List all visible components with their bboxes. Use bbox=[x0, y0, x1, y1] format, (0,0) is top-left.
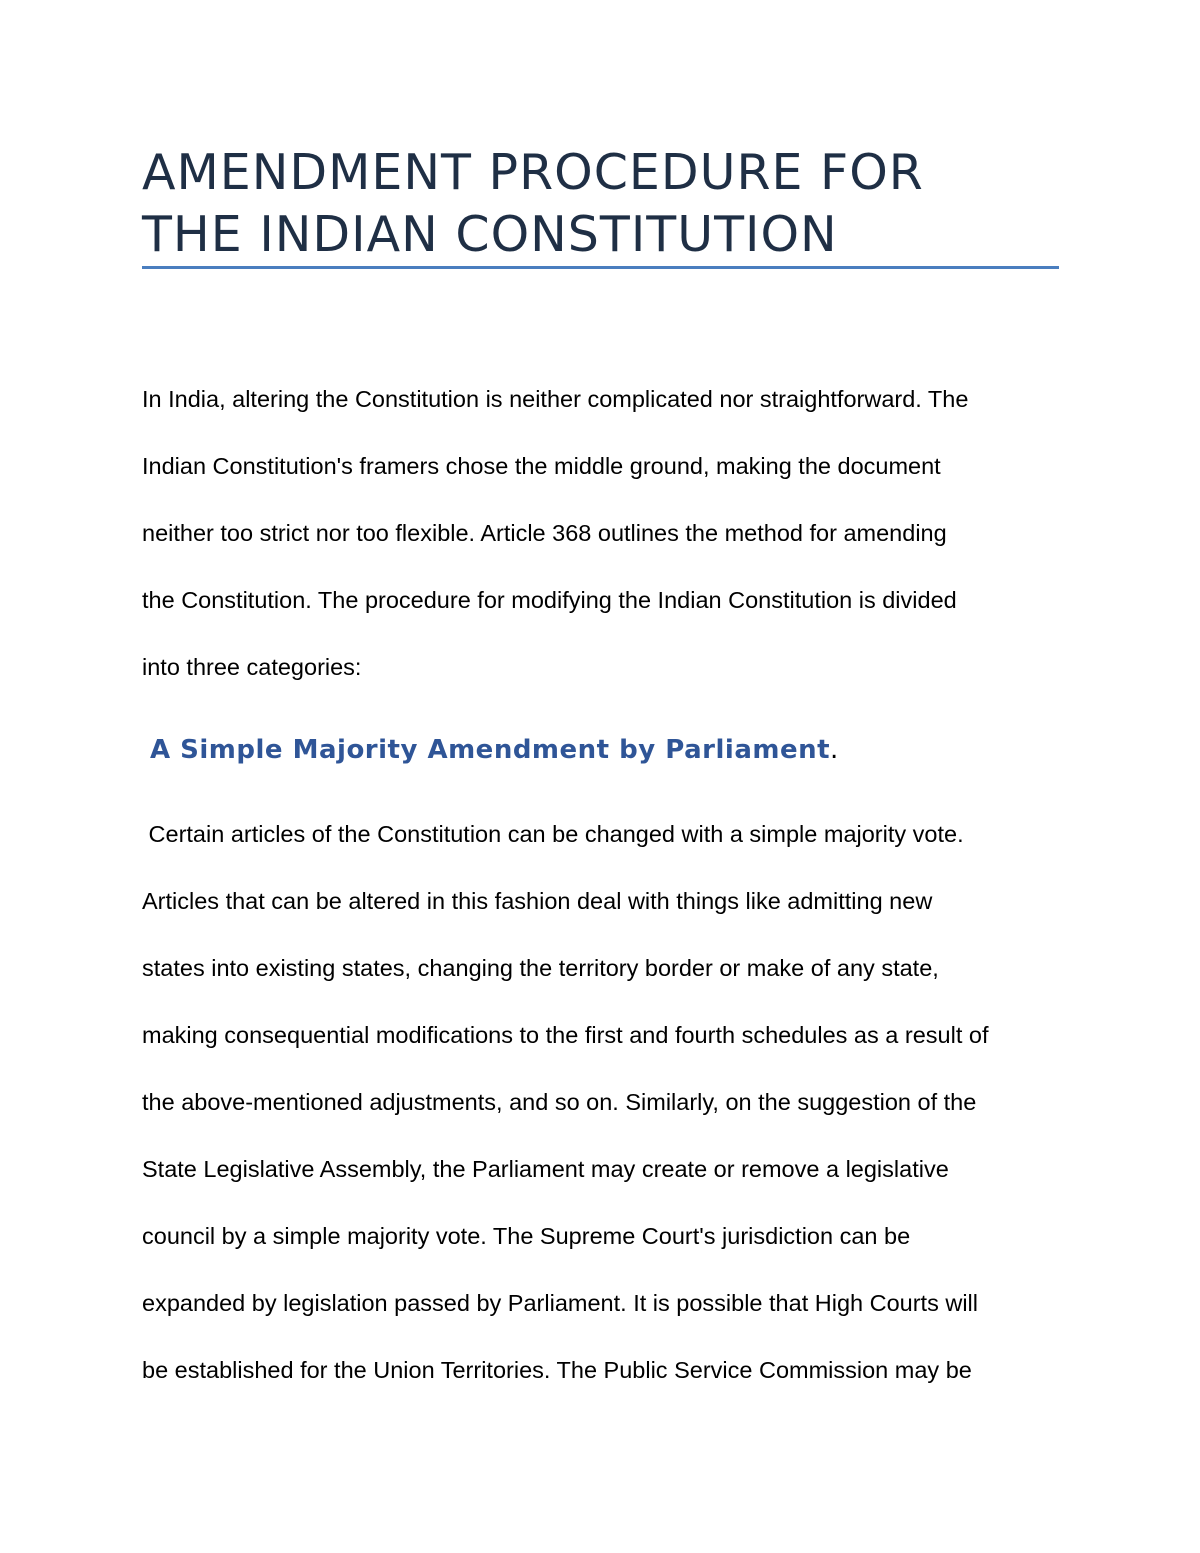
title-line-2: THE INDIAN CONSTITUTION bbox=[142, 206, 838, 263]
title-underline-rule bbox=[142, 266, 1059, 269]
section-line: Certain articles of the Constitution can be changed with a simple majority vote. bbox=[142, 821, 964, 847]
section-line: expanded by legislation passed by Parliament. It is possible that High Courts will bbox=[142, 1290, 978, 1316]
document-title bbox=[142, 142, 1060, 266]
section-line: be established for the Union Territories. The Public Service Commission may be bbox=[142, 1357, 972, 1383]
section-line: making consequential modifications to the first and fourth schedules as a result of bbox=[142, 1022, 989, 1048]
intro-line: the Constitution. The procedure for modifying the Indian Constitution is divided bbox=[142, 587, 957, 613]
section-heading bbox=[150, 732, 839, 768]
intro-line: In India, altering the Constitution is neither complicated nor straightforward. The bbox=[142, 386, 969, 412]
section-heading-text: A Simple Majority Amendment by Parliament bbox=[150, 735, 831, 765]
section-paragraph bbox=[142, 819, 1072, 1422]
section-heading-period: . bbox=[830, 735, 839, 765]
intro-line: into three categories: bbox=[142, 654, 362, 680]
section-line: council by a simple majority vote. The Supreme Court's jurisdiction can be bbox=[142, 1223, 911, 1249]
intro-paragraph bbox=[142, 384, 1072, 719]
section-line: Articles that can be altered in this fashion deal with things like admitting new bbox=[142, 888, 933, 914]
section-line: State Legislative Assembly, the Parliament may create or remove a legislative bbox=[142, 1156, 949, 1182]
intro-line: neither too strict nor too flexible. Article 368 outlines the method for amending bbox=[142, 520, 947, 546]
section-line: the above-mentioned adjustments, and so on. Similarly, on the suggestion of the bbox=[142, 1089, 977, 1115]
title-line-1: AMENDMENT PROCEDURE FOR bbox=[142, 144, 924, 201]
intro-line: Indian Constitution's framers chose the middle ground, making the document bbox=[142, 453, 941, 479]
section-line: states into existing states, changing the territory border or make of any state, bbox=[142, 955, 939, 981]
